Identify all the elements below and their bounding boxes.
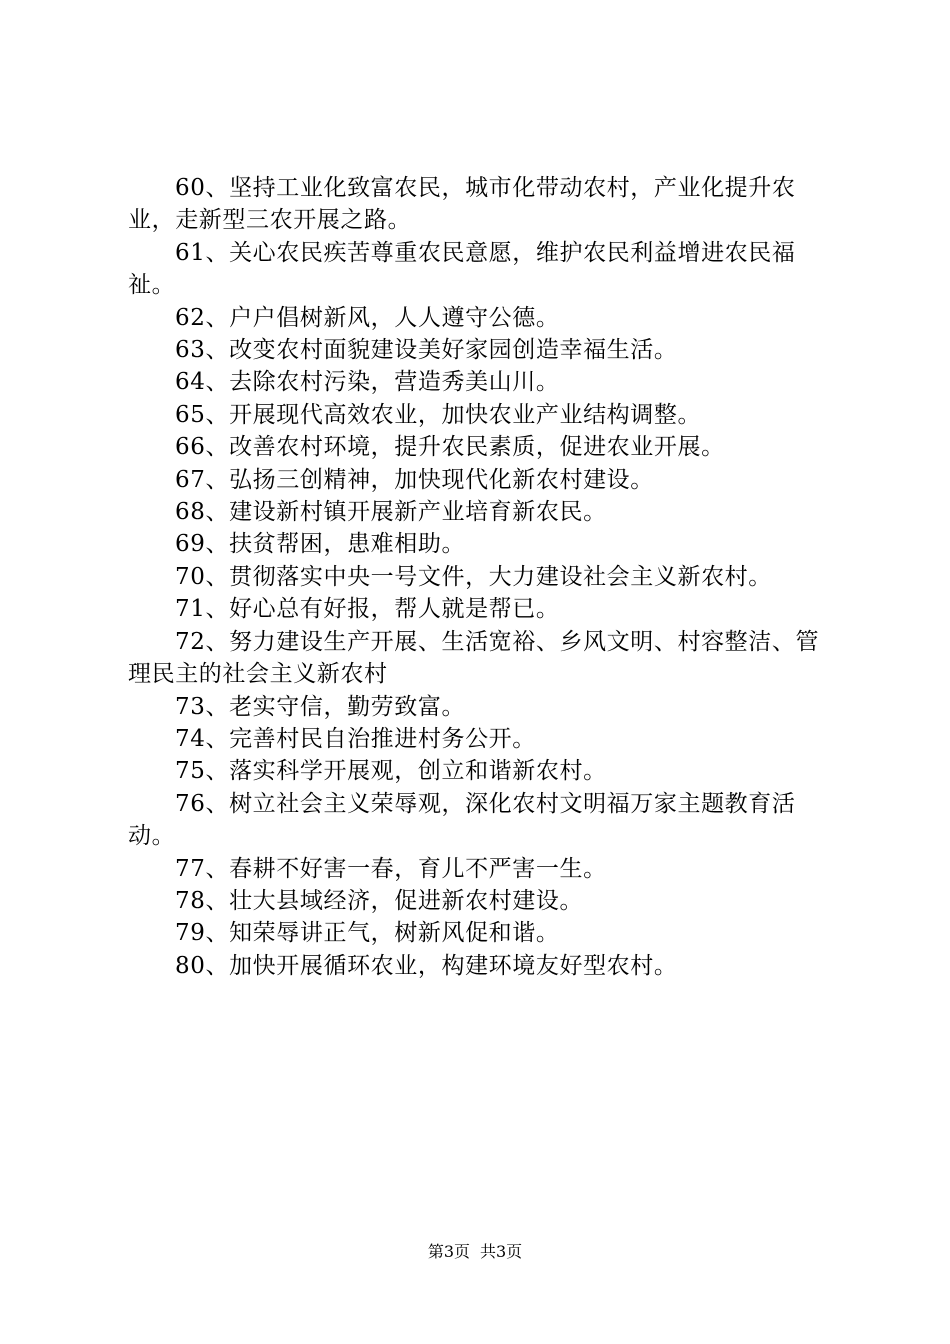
page-number: 第3页: [427, 1242, 470, 1261]
paragraph-60: 60、坚持工业化致富农民，城市化带动农村，产业化提升农业，走新型三农开展之路。: [128, 175, 796, 234]
paragraph-78: 78、壮大县域经济，促进新农村建设。: [175, 887, 584, 914]
paragraph-67: 67、弘扬三创精神，加快现代化新农村建设。: [175, 466, 654, 493]
document-body: [128, 172, 833, 982]
paragraph-77: 77、春耕不好害一春，育儿不严害一生。: [175, 855, 607, 882]
paragraph-74: 74、完善村民自治推进村务公开。: [175, 725, 536, 752]
paragraph-76: 76、树立社会主义荣辱观，深化农村文明福万家主题教育活动。: [128, 790, 796, 850]
page-footer: [0, 1241, 950, 1263]
page-total: 共3页: [480, 1242, 523, 1261]
paragraph-68: 68、建设新村镇开展新产业培育新农民。: [175, 499, 607, 526]
paragraph-66: 66、改善农村环境，提升农民素质，促进农业开展。: [175, 434, 725, 461]
paragraph-79: 79、知荣辱讲正气，树新风促和谐。: [175, 920, 560, 947]
paragraph-69: 69、扶贫帮困，患难相助。: [175, 531, 466, 558]
paragraph-70: 70、贯彻落实中央一号文件，大力建设社会主义新农村。: [175, 563, 772, 590]
paragraph-80: 80、加快开展循环农业，构建环境友好型农村。: [175, 952, 678, 979]
paragraph-64: 64、去除农村污染，营造秀美山川。: [175, 369, 560, 396]
paragraph-72: 72、努力建设生产开展、生活宽裕、乡风文明、村容整洁、管理民主的社会主义新农村: [128, 628, 820, 688]
paragraph-65: 65、开展现代高效农业，加快农业产业结构调整。: [175, 401, 702, 428]
paragraph-62: 62、户户倡树新风，人人遵守公德。: [175, 304, 560, 331]
paragraph-61: 61、关心农民疾苦尊重农民意愿，维护农民利益增进农民福祉。: [128, 239, 796, 299]
paragraph-63: 63、改变农村面貌建设美好家园创造幸福生活。: [175, 337, 678, 364]
paragraph-71: 71、好心总有好报，帮人就是帮已。: [175, 596, 560, 623]
paragraph-75: 75、落实科学开展观，创立和谐新农村。: [175, 758, 607, 785]
paragraph-73: 73、老实守信，勤劳致富。: [175, 693, 466, 720]
